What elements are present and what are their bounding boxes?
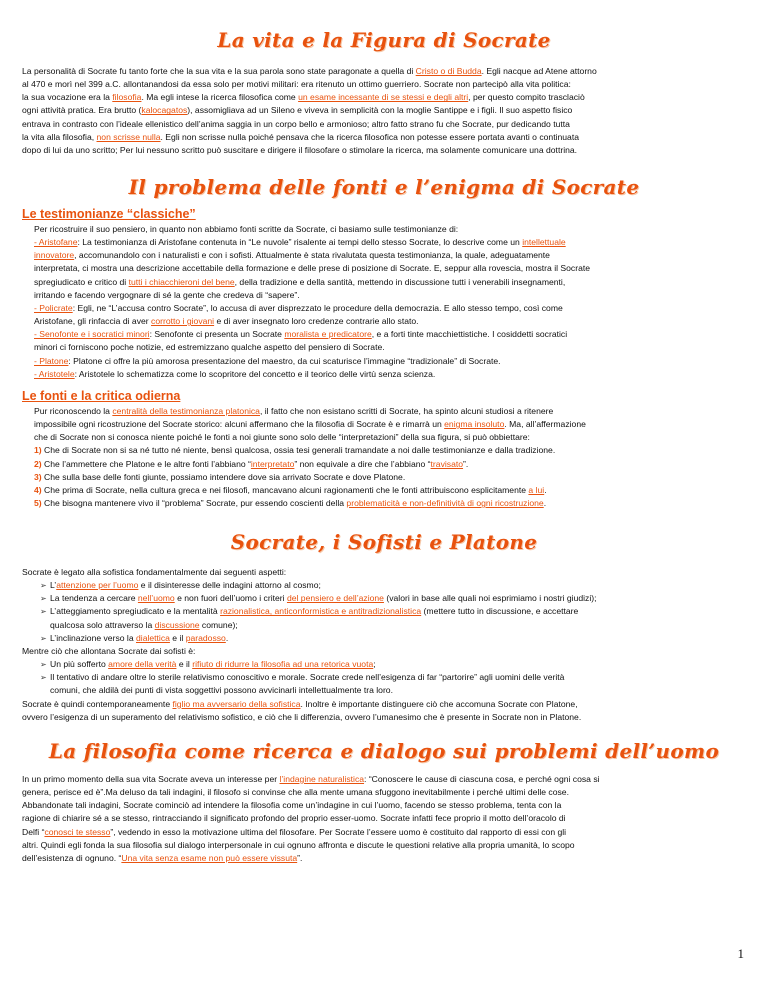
text: La personalità di Socrate fu tanto forte che la sua vita e la sua parola sono state paragonate a quella di xyxy=(22,66,416,76)
item-number: 2) xyxy=(34,458,42,469)
text: , per questo compito trasclaciò xyxy=(468,92,585,103)
text: , accomunandolo con i naturalisti e con i sofisti. Attualmente è stata rivalutata questa testimonianza, la quale, adeguatamente xyxy=(74,250,550,261)
text: L’ xyxy=(50,580,57,591)
section-title-fonti: Il problema delle fonti e l’enigma di Socrate xyxy=(128,175,640,199)
text: : La testimonianza di Aristofane contenuta in “Le nuvole” risalente ai tempi dello stesso Socrate, lo descrive come un xyxy=(77,237,523,248)
text: , il fatto che non esistano scritti di Socrate, ha spinto alcuni studiosi a ritenere xyxy=(259,406,554,416)
item-number: 3) xyxy=(34,471,42,482)
subsection-title-testimonianze: Le testimonianze “classiche” xyxy=(22,207,196,221)
text: . Ma egli intese la ricerca filosofica come xyxy=(141,92,299,103)
text: La tendenza a cercare xyxy=(50,593,138,604)
highlight-rifiuto: rifiuto di ridurre la filosofia ad una retorica vuota xyxy=(192,659,374,670)
text: spregiudicato e critico di xyxy=(34,276,129,287)
highlight-paradosso: paradosso xyxy=(185,632,226,643)
text: e il disinteresse delle indagini attorno al cosmo; xyxy=(138,580,321,591)
text: ogni attività pratica. Era brutto ( xyxy=(22,105,142,116)
text: : Senofonte ci presenta un Socrate xyxy=(149,329,285,340)
highlight-platone: - Platone xyxy=(34,355,69,366)
text: . Egli nacque ad Atene attorno xyxy=(481,66,597,76)
text: Che sulla base delle fonti giunte, possiamo intendere dove sia arrivato Socrate e dove Platone. xyxy=(41,471,406,482)
text: (valori in base alle quali noi esprimiamo i nostri giudizi); xyxy=(383,593,597,604)
text: ” non equivale a dire che l’abbiano “ xyxy=(294,458,431,469)
highlight-aristotele: - Aristotele xyxy=(34,368,75,379)
text: Aristofane, gli rinfaccia di aver xyxy=(34,316,152,327)
paragraph-sofisti xyxy=(22,566,748,724)
arrow-bullet-icon: ➢ xyxy=(40,594,47,604)
highlight-pensiero-azione: del pensiero e dell’azione xyxy=(286,593,384,604)
text: L’inclinazione verso la xyxy=(50,632,136,643)
bullet-item xyxy=(22,632,748,645)
text: minori ci forniscono poche notizie, ed estremizzano qualche aspetto del pensiero di Socrate. xyxy=(34,342,385,353)
text: che di Socrate non si conosca niente poiché le fonti a noi giunte sono solo delle “interpretazioni” della sua figura, si può obbiettare: xyxy=(34,432,530,443)
highlight-attenzione-uomo: attenzione per l’uomo xyxy=(56,580,139,591)
text: dell’esistenza di ognuno. “ xyxy=(22,852,122,863)
text: ovvero l’esigenza di un superamento del relativismo sofistico, e ciò che li differenzia, ovvero l’umanesimo che è presente in Socrate non in Platone. xyxy=(22,711,582,722)
list-item xyxy=(34,444,734,457)
text: e di aver insegnato loro credenze contrarie allo stato. xyxy=(214,316,419,327)
highlight-cristo-budda: Cristo o di Budda xyxy=(415,66,482,76)
highlight-dialettica: dialettica xyxy=(136,632,170,643)
bullet-continuation: comuni, che aldilà dei punti di vista soggettivi possono avvicinarli intellettualmente tra loro. xyxy=(50,685,393,696)
text: ; xyxy=(373,659,376,670)
section-title-sofisti: Socrate, i Sofisti e Platone xyxy=(230,530,538,554)
bullet-continuation xyxy=(22,619,748,632)
text: Che di Socrate non si sa né tutto né niente, bensì qualcosa, ossia tesi generali tramandate a noi dalle testimonianze e dalla tradizione. xyxy=(41,445,556,456)
highlight-innovatore: innovatore xyxy=(34,250,75,261)
text: Il tentativo di andare oltre lo sterile relativismo conoscitivo e morale. Socrate crede nell’esigenza di far “partorire” agli uomini delle verità xyxy=(50,672,565,683)
text: ), assomigliava ad un Sileno e viveva in semplicità con la moglie Santippe e i figli. Il suo aspetto fisico xyxy=(187,105,573,116)
text: . Ma, all’affermazione xyxy=(504,419,586,430)
arrow-bullet-icon: ➢ xyxy=(40,607,47,617)
section-title-vita: La vita e la Figura di Socrate xyxy=(217,28,551,52)
highlight-problematicita: problematicità e non-definitività di ogni ricostruzione xyxy=(346,498,544,509)
item-number: 1) xyxy=(34,445,42,456)
text: . xyxy=(544,484,547,495)
highlight-discussione: discussione xyxy=(154,619,200,630)
text: : “Conoscere le cause di ciascuna cosa, e perché ogni cosa si xyxy=(364,774,600,784)
highlight-travisato: travisato xyxy=(430,458,464,469)
highlight-figlio-avversario: figlio ma avversario della sofistica xyxy=(172,698,301,709)
highlight-corrotto: corrotto i giovani xyxy=(151,316,215,327)
text: interpretata, ci mostra una descrizione accettabile della formazione e delle prese di posizione di Socrate. E, seppur alla rovescia, mostra il Socrate xyxy=(34,263,591,274)
text: : Aristotele lo schematizza come lo scopritore del concetto e il teorico delle virtù senza scienza. xyxy=(74,368,436,379)
highlight-vita-senza-esame: Una vita senza esame non può essere vissuta xyxy=(121,852,298,863)
highlight-kalocagatos: kalocagatos xyxy=(141,105,188,116)
highlight-moralista: moralista e predicatore xyxy=(284,329,372,340)
paragraph-critica xyxy=(34,405,734,510)
list-item xyxy=(34,458,734,471)
text: impossibile ogni ricostruzione del Socrate storico: alcuni affermano che la filosofia di Socrate è e rimarrà un xyxy=(34,419,445,430)
text: Un più sofferto xyxy=(50,659,109,670)
highlight-enigma: enigma insoluto xyxy=(444,419,505,430)
text: altri. Quindi egli fonda la sua filosofia sul dialogo interpersonale in cui ognuno affronta e discute le questioni relative alla propria umanità, lo scopo xyxy=(22,839,575,850)
bullet-item xyxy=(22,605,748,618)
highlight-filosofia: filosofia xyxy=(112,92,142,103)
item-number: 5) xyxy=(34,498,42,509)
highlight-razionalistica: razionalistica, anticonformistica e antitradizionalistica xyxy=(220,606,422,617)
highlight-non-scrisse: non scrisse nulla xyxy=(96,131,161,142)
highlight-indagine-naturalistica: l’indagine naturalistica xyxy=(279,774,365,784)
highlight-senofonte: - Senofonte e i socratici minori xyxy=(34,329,150,340)
highlight-conosci-te-stesso: conosci te stesso xyxy=(44,826,111,837)
arrow-bullet-icon: ➢ xyxy=(40,633,47,643)
text: Pur riconoscendo la xyxy=(34,406,113,416)
text: , della tradizione e della santità, mettendo in discussione tutti i venerabili insegnamenti, xyxy=(234,276,566,287)
section-title-filosofia: La filosofia come ricerca e dialogo sui problemi dell’uomo xyxy=(48,739,720,763)
text: : Egli, ne “L’accusa contro Socrate”, lo accusa di aver disprezzato le procedure della democrazia. E allo stesso tempo, così come xyxy=(72,302,563,313)
bullet-item xyxy=(22,671,748,684)
bullet-item xyxy=(22,658,748,671)
paragraph-vita xyxy=(22,65,762,157)
text: qualcosa solo attraverso la xyxy=(50,619,155,630)
text: ragione di chiarire sé a se stesso, rintracciando il significato profondo del proprio esser-uomo. Socrate infatti fece proprio il motto dell’oracolo di xyxy=(22,813,566,824)
text: Per ricostruire il suo pensiero, in quanto non abbiamo fonti scritte da Socrate, ci basiamo sulle testimonianze di: xyxy=(34,224,459,234)
highlight-policrate: - Policrate xyxy=(34,302,73,313)
text: ”. xyxy=(297,852,303,863)
text: genera, perisce ed è”.Ma deluso da tali indagini, il filosofo si convinse che alla mente umana sfuggono inevitabilmente i perché ultimi delle cose. xyxy=(22,787,569,798)
text: comune); xyxy=(199,619,238,630)
text: . xyxy=(543,498,547,509)
text: . Inoltre è importante distinguere ciò che accomuna Socrate con Platone, xyxy=(300,698,578,709)
text: entrava in contrasto con l’ideale ellenistico dell’anima saggia in un corpo bello e armonioso; altro fatto strano fu che Socrate, pur dedicando tutta xyxy=(22,118,570,129)
highlight-intellettuale: intellettuale xyxy=(522,237,566,248)
text: e il xyxy=(176,659,193,670)
arrow-bullet-icon: ➢ xyxy=(40,581,47,591)
text: ”, vedendo in esso la motivazione ultima del filosofare. Per Socrate l’essere uomo è costituito dal rapporto di essi con gli xyxy=(110,826,567,837)
text: In un primo momento della sua vita Socrate aveva un interesse per xyxy=(22,774,280,784)
bullet-item xyxy=(22,579,748,592)
paragraph-testimonianze xyxy=(34,223,734,381)
text: Mentre ciò che allontana Socrate dai sofisti è: xyxy=(22,645,196,656)
list-item xyxy=(34,484,734,497)
text: e non fuori dell’uomo i criteri xyxy=(174,593,287,604)
text: Delfi “ xyxy=(22,826,45,837)
text: Che bisogna mantenere vivo il “problema” Socrate, pur essendo coscienti della xyxy=(41,498,347,509)
text: la sua vocazione era la xyxy=(22,92,113,103)
bullet-item xyxy=(22,592,748,605)
highlight-amore-verita: amore della verità xyxy=(108,659,177,670)
text: . Egli non scrisse nulla poiché pensava che la ricerca filosofica non potesse essere portata avanti o continuata xyxy=(160,131,580,142)
highlight-nell-uomo: nell’uomo xyxy=(137,593,175,604)
text: irritando e facendo vergognare di sé la gente che credeva di “sapere”. xyxy=(34,289,300,300)
highlight-centralita: centralità della testimonianza platonica xyxy=(112,406,260,416)
item-number: 4) xyxy=(34,484,42,495)
text: L’atteggiamento spregiudicato e la mentalità xyxy=(50,606,221,617)
text: ”. xyxy=(463,458,469,469)
text: Socrate è quindi contemporaneamente xyxy=(22,698,173,709)
arrow-bullet-icon: ➢ xyxy=(40,673,47,683)
paragraph-filosofia xyxy=(22,773,762,865)
highlight-esame: un esame incessante di se stessi e degli altri xyxy=(298,92,469,103)
text: . xyxy=(225,632,229,643)
highlight-chiacchieroni: tutti i chiacchieroni del bene xyxy=(128,276,235,287)
page-number: 1 xyxy=(737,946,744,961)
text: e il xyxy=(169,632,186,643)
text: : Platone ci offre la più amorosa presentazione del maestro, da cui scaturisce l’immagine “tradizionale” di Socrate. xyxy=(68,355,501,366)
text: Che prima di Socrate, nella cultura greca e nei filosofi, mancavano alcuni ragionamenti che le fonti attribuiscono esplicitamente xyxy=(41,484,529,495)
highlight-interpretato: interpretato xyxy=(250,458,295,469)
highlight-a-lui: a lui xyxy=(528,484,545,495)
list-item xyxy=(34,471,734,484)
text: dopo di lui da uno scritto; Per lui nessuno scritto può suscitare e dirigere il filosofare o stimolare la ricerca, ma solamente comunicare una dottrina. xyxy=(22,144,578,155)
text: Socrate è legato alla sofistica fondamentalmente dai seguenti aspetti: xyxy=(22,567,287,577)
text: la vita alla filosofia, xyxy=(22,131,97,142)
text: , e a forti tinte macchiettistiche. I cosiddetti socratici xyxy=(371,329,568,340)
subsection-title-critica: Le fonti e la critica odierna xyxy=(22,389,181,403)
list-item xyxy=(34,497,734,510)
text: (mettere tutto in discussione, e accettare xyxy=(421,606,579,617)
highlight-aristofane: - Aristofane xyxy=(34,237,78,248)
text: al 470 e morì nel 399 a.C. allontanandosi da essa solo per motivi militari: era ritenuto un ottimo guerriero. Socrate non partecipò alla vita politica: xyxy=(22,79,571,90)
text: Abbandonate tali indagini, Socrate cominciò ad intendere la filosofia come un’indagine in cui l’uomo, facendo se stesso problema, tenta con la xyxy=(22,800,562,811)
text: Che l’ammettere che Platone e le altre fonti l’abbiano “ xyxy=(41,458,251,469)
arrow-bullet-icon: ➢ xyxy=(40,660,47,670)
